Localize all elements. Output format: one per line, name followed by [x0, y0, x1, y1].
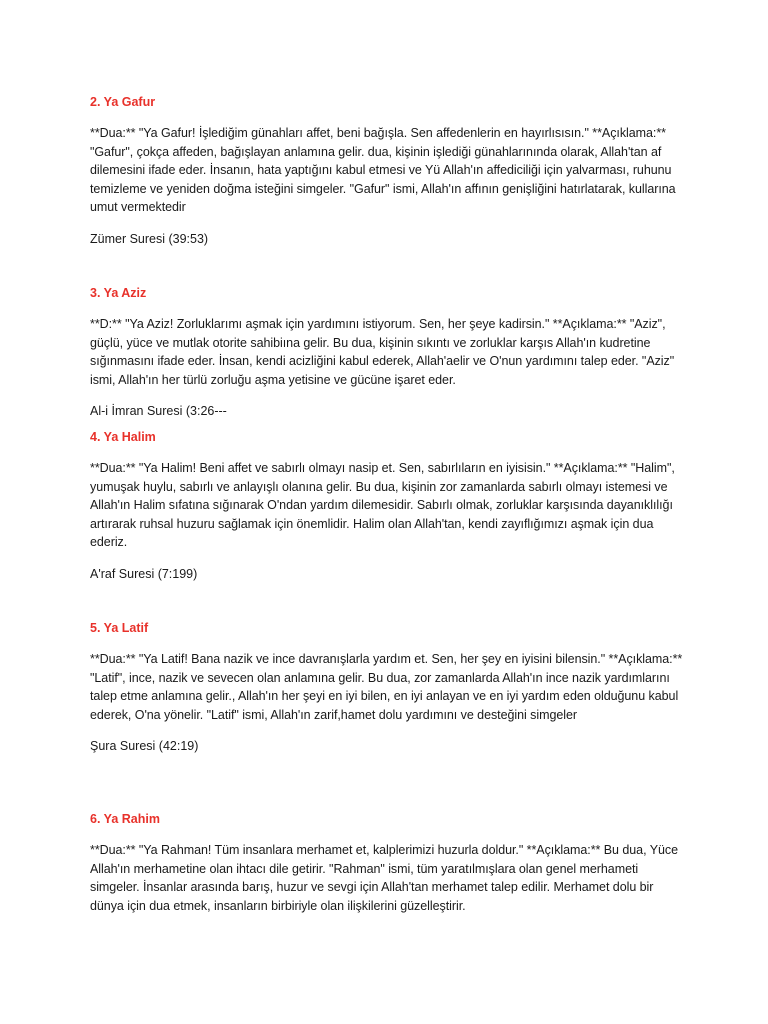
- section-heading: 2. Ya Gafur: [90, 95, 156, 109]
- section-reference: A'raf Suresi (7:199): [90, 566, 198, 581]
- section-ya-aziz: [90, 284, 690, 420]
- section-ya-halim: [90, 428, 690, 583]
- section-body: **Dua:** "Ya Halim! Beni affet ve sabırlı olmayı nasip et. Sen, sabırlıların en iyisisin." **Açıklama:** "Halim", yumuşak huylu, sabırlı ve anlayışlı olanına gelir. Bu dua, kişinin zor zamanlarda sabırlı olmayı istemesi ve Allah'ın Halim sıfatına sığınarak O'ndan yardım dilemesidir. Sabırlı olmak, zorluklar karşısında dayanıklılığı artırarak ruhsal huzuru sağlamak için önemlidir. Halim olan Allah'tan, kendi zayıflığımızı aşmak için dua ederiz.: [90, 461, 675, 550]
- section-ya-latif: [90, 619, 690, 755]
- section-reference: Zümer Suresi (39:53): [90, 231, 209, 246]
- section-heading: 3. Ya Aziz: [90, 286, 147, 300]
- section-heading: 5. Ya Latif: [90, 621, 149, 635]
- section-reference: Al-i İmran Suresi (3:26---: [90, 404, 227, 419]
- section-body: **Dua:** "Ya Rahman! Tüm insanlara merhamet et, kalplerimizi huzurla doldur." **Açıklama:** Bu dua, Yüce Allah'ın merhametine olan ihtacı dile getirir. "Rahman" ismi, tüm yaratılmışlara olan genel merhameti simgeler. İnsanlar arasında barış, huzur ve sevgi için Allah'tan merhamet talep edilir. Merhamet dolu bir dünya için dua etmek, insanların birbiriyle olan ilişkilerini güzelleştirir.: [90, 843, 678, 913]
- section-body: **Dua:** "Ya Latif! Bana nazik ve ince davranışlarla yardım et. Sen, her şey en iyisini bilensin." **Açıklama:** "Latif", ince, nazik ve sevecen olan anlamına gelir. Bu dua, zor zamanlarda Allah'ın ince nazik yardımlarını talep etme anlamına gelir., Allah'ın her şeyi en iyi bilen, en iyi anlayan ve en iyi yardım eden olduğunu kabul ederek, O'na yönelir. "Latif" ismi, Allah'ın zarif,hamet dolu yardımını ve desteğini simgeler: [90, 652, 683, 722]
- section-body: **D:** "Ya Aziz! Zorluklarımı aşmak için yardımını istiyorum. Sen, her şeye kadirsin." **Açıklama:** "Aziz", güçlü, yüce ve mutlak otorite sahibiına gelir. Bu dua, kişinin sıkıntı ve zorluklar karşıs Allah'ın kudretine sığınmasını ifade eder. İnsan, kendi acizliğini kabul ederek, Allah'aelir ve O'nun yardımını talep eder. "Aziz" ismi, Allah'ın her türlü zorluğu aşma yetisine ve gücüne işaret eder.: [90, 317, 675, 387]
- section-ya-rahim: [90, 810, 690, 915]
- section-body: **Dua:** "Ya Gafur! İşlediğim günahları affet, beni bağışla. Sen affedenlerin en hayırlısısın." **Açıklama:** "Gafur", çokça affeden, bağışlayan anlamına gelir. dua, kişinin işlediği günahlarınında olarak, Allah'tan af dilemesini ifade eder. İnsanın, hata yaptığını kabul etmesi ve Yü Allah'ın affediciliği için yalvarması, ruhunu temizleme ve yeniden doğma isteğini simgeler. "Gafur" ismi, Allah'ın affının genişliğini hatırlatarak, kullarına umut vermektedir: [90, 126, 676, 215]
- section-reference: Şura Suresi (42:19): [90, 739, 199, 754]
- section-ya-gafur: [90, 93, 690, 248]
- section-heading: 4. Ya Halim: [90, 430, 156, 444]
- section-heading: 6. Ya Rahim: [90, 812, 160, 826]
